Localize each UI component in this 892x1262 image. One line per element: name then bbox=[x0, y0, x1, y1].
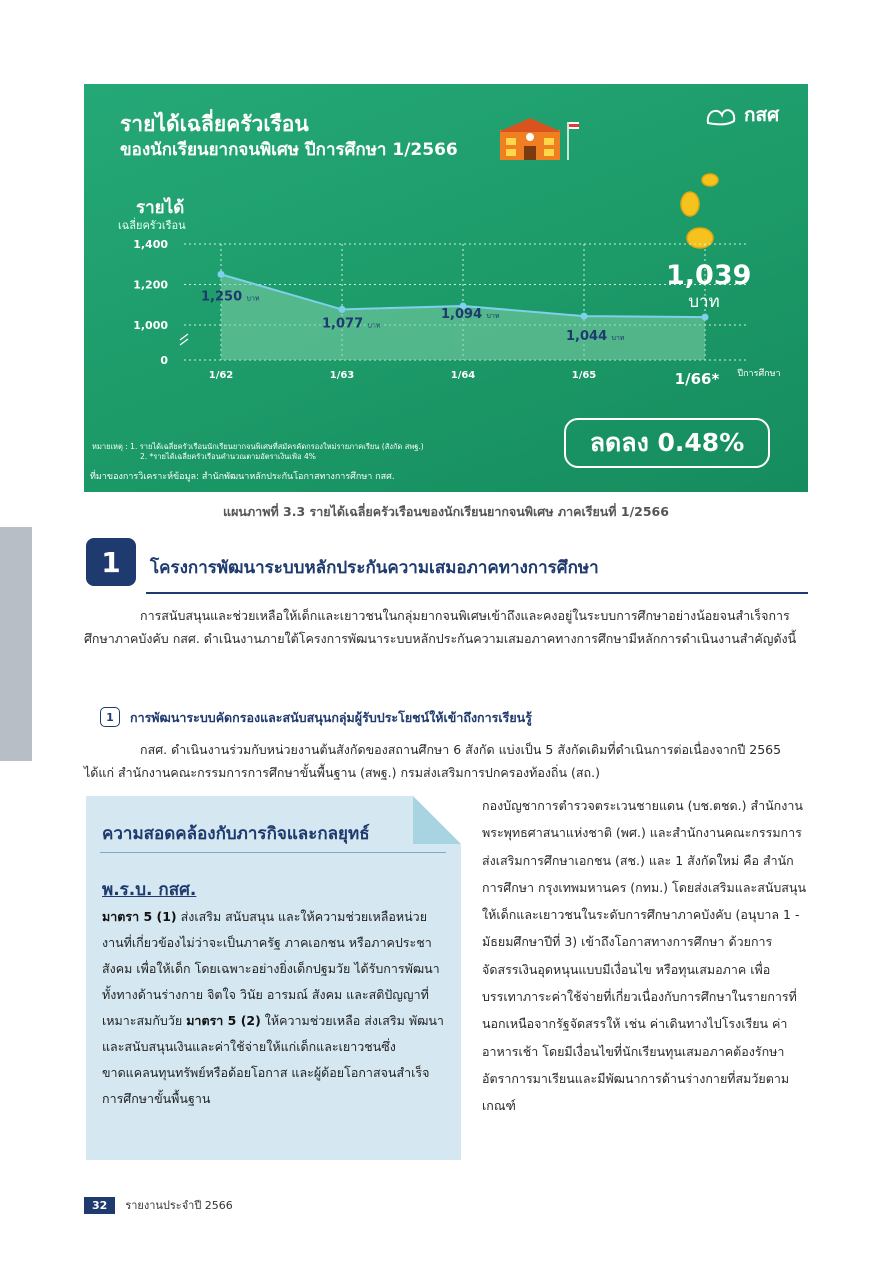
y-axis-sublabel: เฉลี่ยครัวเรือน bbox=[118, 219, 186, 232]
subsection-number-badge: 1 bbox=[100, 707, 120, 727]
highlight-unit: บาท bbox=[688, 292, 720, 312]
side-tab-marker bbox=[0, 527, 32, 761]
section-5-1-label: มาตรา 5 (1) bbox=[102, 909, 177, 924]
aside-title: ความสอดคล้องกับภารกิจและกลยุทธ์ bbox=[102, 824, 370, 844]
chart-notes bbox=[92, 442, 424, 462]
chart-source: ที่มาของการวิเคราะห์ข้อมูล: สำนักพัฒนาหลักประกันโอกาสทางการศึกษา กสศ. bbox=[90, 472, 395, 482]
x-tick-label: 1/66* bbox=[674, 370, 720, 388]
data-label-unit: บาท bbox=[611, 334, 625, 343]
data-label-unit: บาท bbox=[246, 294, 260, 303]
data-label: 1,250 bbox=[201, 289, 243, 305]
report-title: รายงานประจำปี 2566 bbox=[125, 1199, 233, 1212]
y-tick-label: 1,400 bbox=[133, 238, 168, 251]
logo-text: กสศ bbox=[744, 104, 780, 126]
data-label-unit: บาท bbox=[367, 321, 381, 330]
subsection-title: การพัฒนาระบบคัดกรองและสนับสนุนกลุ่มผู้รับประโยชน์ให้เข้าถึงการเรียนรู้ bbox=[130, 710, 532, 725]
chart-note-1: หมายเหตุ : 1. รายได้เฉลี่ยครัวเรือนนักเรียนยากจนพิเศษที่สมัครคัดกรองใหม่รายภาคเรียน (สังกัด สพฐ.) bbox=[92, 442, 424, 451]
chart-note-2: 2. *รายได้เฉลี่ยครัวเรือนคำนวณตามอัตราเงินเฟ้อ 4% bbox=[140, 452, 316, 461]
page-number: 32 bbox=[84, 1197, 115, 1214]
section-intro: การสนับสนุนและช่วยเหลือให้เด็กและเยาวชนในกลุ่มยากจนพิเศษเข้าถึงและคงอยู่ในระบบการศึกษาอย่างน้อยจนสำเร็จการศึกษาภาคบังคับ กสศ. ดำเนินงานภายใต้โครงการพัฒนาระบบหลักประกันความเสมอภาคทางการศึกษามีหลักการดำเนินงานสำคัญดังนี้ bbox=[84, 608, 797, 646]
figure-caption: แผนภาพที่ 3.3 รายได้เฉลี่ยครัวเรือนของนักเรียนยากจนพิเศษ ภาคเรียนที่ 1/2566 bbox=[223, 504, 669, 519]
x-axis-title: ปีการศึกษา bbox=[737, 369, 781, 379]
section-5-2-text: ให้ความช่วยเหลือ ส่งเสริม พัฒนาและสนับสนุนเงินและค่าใช้จ่ายให้แก่เด็กและเยาวชนซึ่งขาดแคลนทุนทรัพย์หรือด้อยโอกาส และผู้ด้อยโอกาสจนสำเร็จการศึกษาขั้นพื้นฐาน bbox=[102, 1013, 444, 1106]
data-label: 1,094 bbox=[441, 306, 483, 322]
data-label: 1,044 bbox=[566, 329, 608, 345]
aside-corner-fold bbox=[413, 796, 461, 844]
strategy-alignment-box bbox=[86, 796, 461, 1160]
y-tick-label: 1,200 bbox=[133, 278, 168, 292]
highlight-value: 1,039 bbox=[666, 260, 752, 291]
subsection-paragraph-1: กสศ. ดำเนินงานร่วมกับหน่วยงานต้นสังกัดของสถานศึกษา 6 สังกัด แบ่งเป็น 5 สังกัดเดิมที่ดำเนินการต่อเนื่องจากปี 2565 ได้แก่ สำนักงานคณะกรรมการการศึกษาขั้นพื้นฐาน (สพฐ.) กรมส่งเสริมการปกครองท้องถิ่น (สถ.) bbox=[84, 742, 782, 780]
y-tick-label: 0 bbox=[160, 354, 168, 367]
subsection-paragraph-2: กองบัญชาการตำรวจตระเวนชายแดน (บช.ตชด.) สำนักงานพระพุทธศาสนาแห่งชาติ (พศ.) และสำนักงานคณะกรรมการส่งเสริมการศึกษาเอกชน (สช.) และ 1 สังกัดใหม่ คือ สำนักการศึกษา กรุงเทพมหานคร (กทม.) โดยส่งเสริมและสนับสนุนให้เด็กและเยาวชนในระดับการศึกษาภาคบังคับ (อนุบาล 1 - มัธยมศึกษาปีที่ 3) เข้าถึงโอกาสทางการศึกษา ด้วยการจัดสรรเงินอุดหนุนแบบมีเงื่อนไข หรือทุนเสมอภาค เพื่อบรรเทาภาระค่าใช้จ่ายที่เกี่ยวเนื่องกับการศึกษาในรายการที่นอกเหนือจากรัฐจัดสรรให้ เช่น ค่าเดินทางไปโรงเรียน ค่าอาหารเช้า โดยมีเงื่อนไขที่นักเรียนทุนเสมอภาคต้องรักษาอัตราการมาเรียนและมีพัฒนาการด้านร่างกายที่สมวัยตามเกณฑ์ bbox=[482, 798, 807, 1114]
section-5-2-label: มาตรา 5 (2) bbox=[186, 1013, 261, 1028]
aside-act-title: พ.ร.บ. กสศ. bbox=[102, 880, 197, 900]
y-axis-label: รายได้ bbox=[136, 198, 185, 218]
section-divider bbox=[146, 592, 808, 594]
chart-subtitle: ของนักเรียนยากจนพิเศษ ปีการศึกษา 1/2566 bbox=[120, 140, 458, 160]
chart-card bbox=[84, 84, 808, 492]
data-point bbox=[581, 313, 588, 320]
x-tick-label: 1/65 bbox=[571, 370, 597, 381]
section-5-1-text: ส่งเสริม สนับสนุน และให้ความช่วยเหลือหน่วยงานที่เกี่ยวข้องไม่ว่าจะเป็นภาครัฐ ภาคเอกชน หรือภาคประชาสังคม เพื่อให้เด็ก โดยเฉพาะอย่างยิ่งเด็กปฐมวัย ได้รับการพัฒนาทั้งทางด้านร่างกาย จิตใจ วินัย อารมณ์ สังคม และสติปัญญาที่เหมาะสมกับวัย bbox=[102, 909, 440, 1028]
section-title: โครงการพัฒนาระบบหลักประกันความเสมอภาคทางการศึกษา bbox=[150, 558, 599, 578]
chart-title: รายได้เฉลี่ยครัวเรือน bbox=[120, 112, 309, 136]
data-label-unit: บาท bbox=[486, 311, 500, 320]
page-footer bbox=[84, 1196, 233, 1214]
data-label: 1,077 bbox=[322, 316, 364, 332]
axis-break-mark bbox=[180, 334, 188, 340]
section-number-badge: 1 bbox=[86, 538, 136, 586]
data-point bbox=[339, 306, 346, 313]
x-tick-label: 1/62 bbox=[208, 370, 234, 381]
x-tick-label: 1/64 bbox=[450, 370, 476, 381]
aside-body bbox=[102, 904, 446, 1112]
y-tick-label: 1,000 bbox=[133, 319, 168, 332]
aside-divider bbox=[100, 852, 446, 853]
decrease-badge: ลดลง 0.48% bbox=[564, 418, 770, 468]
axis-break-mark bbox=[180, 339, 188, 345]
data-point bbox=[218, 271, 225, 278]
x-tick-label: 1/63 bbox=[329, 370, 355, 381]
